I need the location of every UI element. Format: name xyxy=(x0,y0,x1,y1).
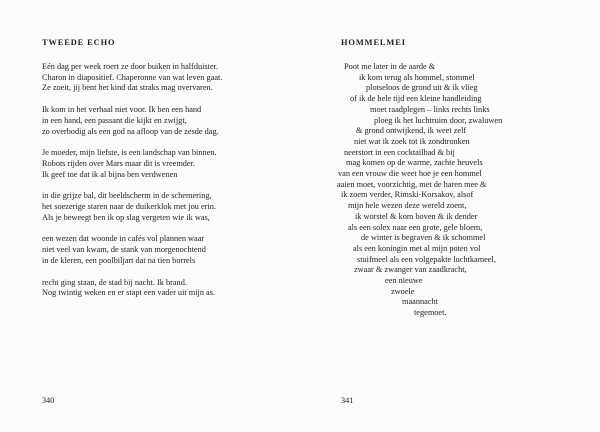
poem-line: Als je beweegt ben ik op slag vergeten wie ik was, xyxy=(42,212,210,222)
poem-line: ploeg ik het luchtruim door, zwaluwen xyxy=(374,115,503,125)
poem-line: in die grijze bal, dit beeldscherm in de schemering, xyxy=(42,191,212,201)
stanza xyxy=(42,234,282,266)
stanza xyxy=(42,278,282,299)
poem-line: neerstort in een cocktailbad & bij xyxy=(344,147,455,157)
poem-line: een nieuwe xyxy=(385,276,423,286)
stanza xyxy=(42,105,282,137)
poem-line: Eén dag per week roert ze door buiken in halfduister. xyxy=(42,62,219,71)
poem-line: maannacht xyxy=(402,297,438,307)
poem-line: niet veel van kwam, de stank van morgenochtend xyxy=(42,245,206,255)
poem-line: in de kleren, een poolbiljart dat na tien borrels xyxy=(42,255,196,265)
poem-line: & grond ontwijkend, ik weet zelf xyxy=(356,126,467,136)
poem-line: mijn hele wezen deze wereld zoent, xyxy=(348,201,467,211)
poem-line: Nog twintig weken en er stapt een vader uit mijn as. xyxy=(42,288,216,298)
poem-line: als een koningin met al mijn poten vol xyxy=(353,243,481,253)
stanza xyxy=(42,148,282,180)
poem-line: in een hand, een passant die kijkt en zwijgt, xyxy=(42,115,187,125)
poem-line: ik zoem verder, Rimski-Korsakov, alsof xyxy=(341,190,474,200)
poem-line: Poot me later in de aarde & xyxy=(344,62,436,71)
poem-title-left: TWEEDE ECHO xyxy=(42,38,116,47)
stanza xyxy=(42,191,282,223)
poem-line: stuifmeel als een volgepakte luchtkameel, xyxy=(357,254,496,264)
page-number-right: 341 xyxy=(341,396,354,405)
poem-line: Ik kom in het verhaal niet voor. Ik ben een hand xyxy=(42,105,202,115)
poem-line: moet raadplegen – links rechts links xyxy=(370,104,490,114)
poem-line: recht ging staan, de stad bij nacht. Ik brand. xyxy=(42,277,187,287)
poem-line: een wezen dat woonde in cafés vol plannen waar xyxy=(42,234,205,244)
poem-line: aaien moet, voorzichtig, met de haren mee & xyxy=(337,179,487,189)
poem-line: zo overbodig als een god na afloop van de zesde dag. xyxy=(42,126,219,136)
poem-line: of ik de hele tijd een kleine handleiding xyxy=(350,94,482,104)
poem-line: niet wat ik zoek tot ik zondtronken xyxy=(354,136,470,146)
poem-line: de winter is begraven & ik schommel xyxy=(361,233,486,243)
poem-line: als een solex naar een grote, gele bloem, xyxy=(348,222,483,232)
page-number-left: 340 xyxy=(42,396,55,405)
poem-line: Ik geef toe dat ik al bijna ben verdwenen xyxy=(42,169,178,179)
poem-line: plotseloos de grond uit & ik vlieg xyxy=(366,83,478,93)
poem-line: Ze zoeit, jij bent het kind dat straks mag overvaren. xyxy=(42,83,213,93)
right-page xyxy=(300,0,600,432)
poem-line: ik kom terug als hommel, stommel xyxy=(359,72,475,82)
poem-line: tegemoet. xyxy=(414,308,447,318)
poem-body-left xyxy=(42,62,282,310)
poem-body-right xyxy=(300,62,600,319)
poem-line: ik worstel & kom boven & ik dender xyxy=(355,211,478,221)
poem-line: zwoele xyxy=(391,286,415,296)
poem-title-right: HOMMELMEI xyxy=(341,38,406,47)
stanza xyxy=(42,62,282,94)
poem-line: Robots rijden over Mars maar dit is vreemder. xyxy=(42,158,195,168)
poem-line: van een vrouw die weet hoe je een hommel xyxy=(338,169,482,179)
poem-line: het soezerige staren naar de duikerklok met jou erin. xyxy=(42,202,216,212)
poem-line: mag komen op de warme, zachte heuvels xyxy=(346,158,483,168)
poem-line: Charon in diapositief. Chaperonne van wat leven gaat. xyxy=(42,72,223,82)
poem-line: Je moeder, mijn liefste, is een landschap van binnen. xyxy=(42,148,217,158)
poem-line: zwaar & zwanger van zaadkracht, xyxy=(354,265,467,275)
